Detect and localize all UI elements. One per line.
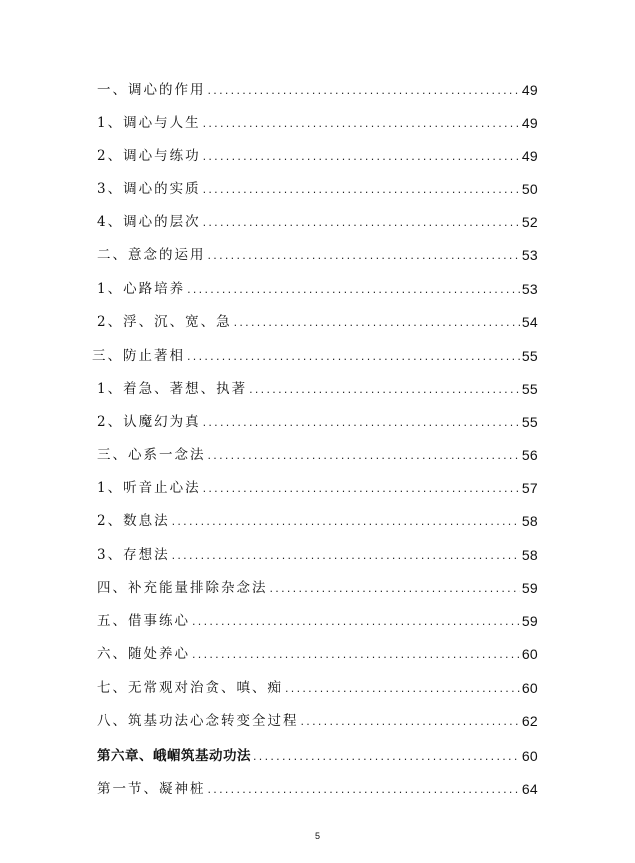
toc-entry-page: 55 (521, 348, 538, 364)
toc-dot-leader (249, 373, 520, 406)
toc-entry-page: 57 (521, 480, 538, 496)
toc-entry[interactable] (97, 74, 538, 107)
toc-entry-title: 1、心路培养 (97, 281, 186, 297)
toc-dot-leader (203, 406, 520, 439)
toc-entry-title: 2、浮、沉、宽、急 (97, 314, 232, 330)
toc-dot-leader (192, 638, 520, 671)
toc-dot-leader (208, 239, 520, 272)
toc-dot-leader (192, 605, 520, 638)
toc-entry-title: 七、无常观对治贪、嗔、痴 (97, 680, 283, 696)
toc-entry-page: 53 (521, 281, 538, 297)
toc-entry-page: 60 (521, 646, 538, 662)
toc-dot-leader (301, 705, 520, 738)
toc-entry-title: 二、意念的运用 (97, 247, 206, 263)
toc-entry-title: 四、补充能量排除杂念法 (97, 580, 268, 596)
toc-dot-leader (203, 173, 520, 206)
toc-entry-page: 58 (521, 547, 538, 563)
toc-entry-page: 49 (521, 82, 538, 98)
toc-entry-title: 1、调心与人生 (97, 115, 201, 131)
toc-dot-leader (208, 773, 520, 806)
toc-dot-leader (187, 273, 520, 306)
toc-entry-title: 1、着急、著想、执著 (97, 381, 248, 397)
toc-entry-page: 52 (521, 214, 538, 230)
toc-entry-title: 五、借事练心 (97, 613, 190, 629)
toc-entry-page: 53 (521, 247, 538, 263)
toc-entry[interactable] (97, 239, 538, 272)
toc-entry-title: 三、心系一念法 (97, 447, 206, 463)
toc-dot-leader (187, 340, 520, 373)
toc-entry[interactable] (97, 572, 538, 605)
toc-dot-leader (203, 140, 520, 173)
toc-entry-page: 60 (521, 748, 538, 764)
toc-entry-page: 50 (521, 181, 538, 197)
toc-entry-title: 一、调心的作用 (97, 82, 206, 98)
toc-entry-page: 49 (521, 148, 538, 164)
toc-entry[interactable] (97, 439, 538, 472)
toc-entry[interactable] (97, 406, 538, 439)
toc-dot-leader (172, 539, 520, 572)
toc-entry[interactable] (97, 306, 538, 339)
toc-entry-chapter[interactable] (97, 740, 538, 773)
toc-dot-leader (203, 472, 520, 505)
toc-entry-title: 第一节、凝神桩 (97, 781, 206, 797)
toc-dot-leader (253, 740, 520, 773)
toc-entry-page: 56 (521, 447, 538, 463)
toc-entry-page: 64 (521, 781, 538, 797)
toc-dot-leader (234, 306, 520, 339)
toc-entry-page: 55 (521, 414, 538, 430)
toc-dot-leader (203, 206, 520, 239)
toc-entry-page: 54 (521, 314, 538, 330)
toc-entry[interactable] (97, 373, 538, 406)
toc-entry[interactable] (97, 773, 538, 806)
toc-entry-page: 58 (521, 513, 538, 529)
toc-entry-title: 4、调心的层次 (97, 214, 201, 230)
toc-entry-page: 59 (521, 580, 538, 596)
toc-entry-title: 1、听音止心法 (97, 480, 201, 496)
toc-entry-title: 2、调心与练功 (97, 148, 201, 164)
toc-entry-title: 3、存想法 (97, 547, 170, 563)
toc-entry-title: 六、随处养心 (97, 646, 190, 662)
toc-entry[interactable] (97, 638, 538, 671)
toc-entry[interactable] (97, 705, 538, 738)
toc-entry[interactable] (92, 340, 538, 373)
toc-dot-leader (285, 672, 520, 705)
page-number: 5 (314, 831, 320, 841)
toc-entry[interactable] (97, 605, 538, 638)
toc-entry-page: 59 (521, 613, 538, 629)
toc-entry-title: 第六章、峨嵋筑基动功法 (97, 748, 251, 764)
toc-entry-title: 2、认魔幻为真 (97, 414, 201, 430)
toc-entry-title: 3、调心的实质 (97, 181, 201, 197)
toc-dot-leader (208, 439, 520, 472)
toc-entry[interactable] (97, 539, 538, 572)
toc-entry[interactable] (97, 107, 538, 140)
toc-dot-leader (172, 505, 520, 538)
toc-entry-title: 三、防止著相 (92, 348, 185, 364)
toc-entry-page: 55 (521, 381, 538, 397)
toc-entry-page: 49 (521, 115, 538, 131)
toc-entry[interactable] (97, 140, 538, 173)
toc-entry-title: 2、数息法 (97, 513, 170, 529)
toc-entry[interactable] (97, 472, 538, 505)
toc-entry[interactable] (97, 206, 538, 239)
toc-entry-page: 62 (521, 713, 538, 729)
toc-dot-leader (203, 107, 520, 140)
toc-dot-leader (270, 572, 520, 605)
toc-dot-leader (208, 74, 520, 107)
toc-entry[interactable] (97, 505, 538, 538)
toc-entry[interactable] (97, 173, 538, 206)
toc-entry[interactable] (97, 672, 538, 705)
toc-entry-page: 60 (521, 680, 538, 696)
toc-entry[interactable] (97, 273, 538, 306)
toc-entry-title: 八、筑基功法心念转变全过程 (97, 713, 299, 729)
